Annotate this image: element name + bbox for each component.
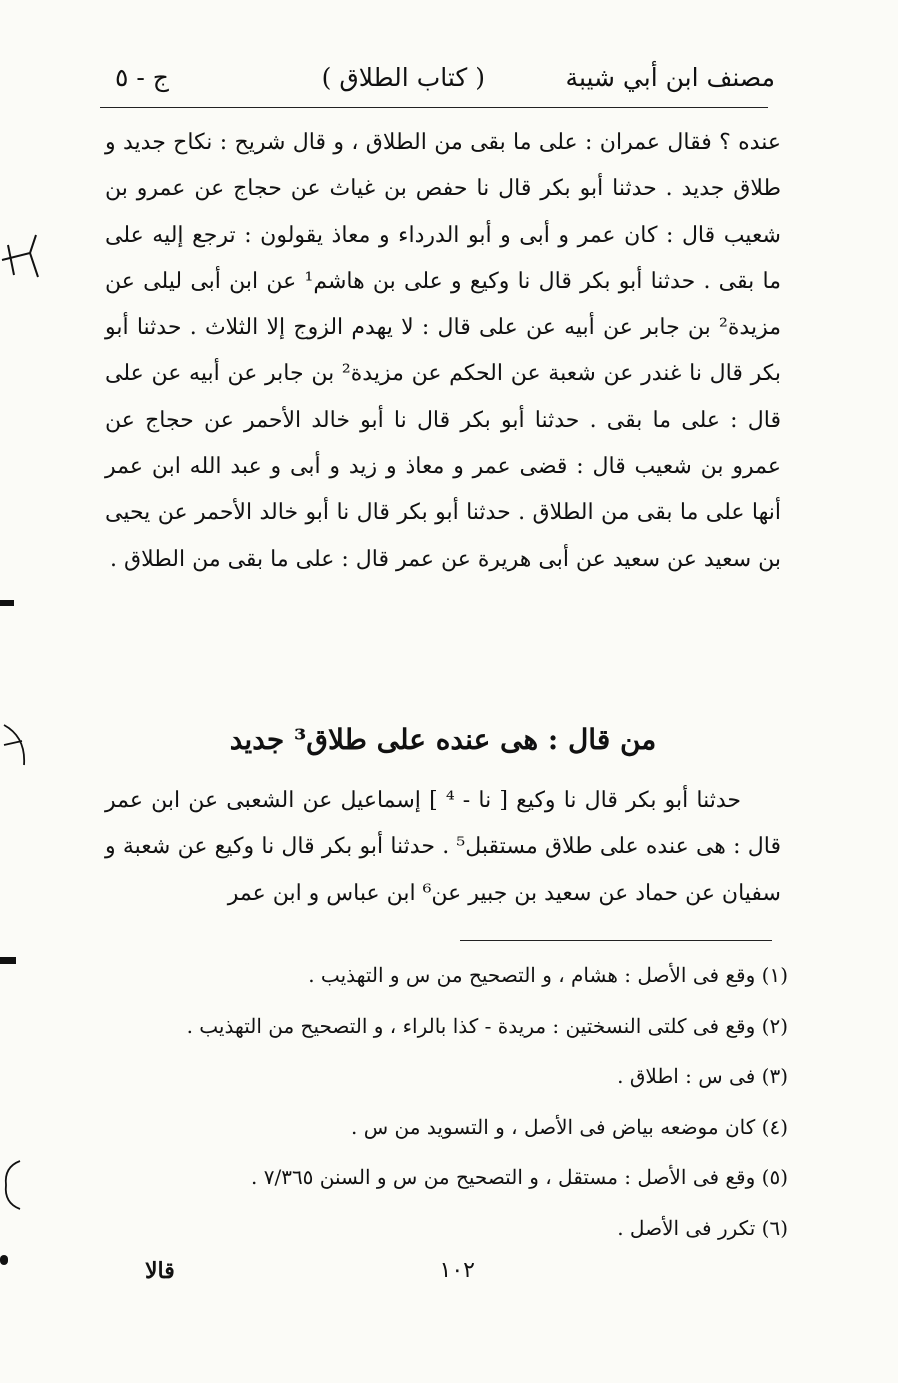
margin-mark-3 [0, 715, 40, 775]
section-heading: من قال : هى عنده على طلاق³ جديد [229, 723, 657, 756]
footnotes-list [105, 950, 788, 1253]
page-footer [105, 1258, 775, 1298]
margin-mark-4 [0, 957, 16, 964]
margin-mark-top [0, 225, 40, 295]
volume-number: ج - ٥ [115, 63, 169, 92]
page-number: ١٠٢ [439, 1258, 475, 1283]
footnote-6: (٦) تكرر فى الأصل . [617, 1215, 788, 1240]
header-rule [100, 107, 768, 108]
footnote-5: (٥) وقع فى الأصل : مستقل ، و التصحيح من س و السنن ٧/٣٦٥ . [251, 1165, 788, 1189]
catchword: قالا [145, 1258, 175, 1284]
paragraph-2: حدثنا أبو بكر قال نا وكيع [ نا - ⁴ ] إسماعيل عن الشعبى عن ابن عمر قال : هى عنده على طلاق مستقبل⁵ . حدثنا أبو بكر قال نا وكيع عن شعبة و سفيان عن حماد عن سعيد بن جبير عن⁶ ابن عباس و ابن عمر [105, 788, 781, 906]
margin-mark-2 [0, 600, 14, 606]
footnote-2: (٢) وقع فى كلتى النسختين : مريدة - كذا بالراء ، و التصحيح من التهذيب . [186, 1013, 788, 1038]
footnote-4: (٤) كان موضعه بياض فى الأصل ، و التسويد من س . [351, 1114, 788, 1139]
margin-mark-5 [0, 1155, 30, 1215]
chapter-title: ( كتاب الطلاق ) [321, 63, 485, 92]
page-header [105, 58, 775, 98]
footnote-1: (١) وقع فى الأصل : هشام ، و التصحيح من س و التهذيب . [308, 963, 788, 987]
book-title: مصنف ابن أبي شيبة [565, 63, 775, 92]
footnote-rule [460, 940, 772, 941]
footnote-3: (٣) فى س : اطلاق . [617, 1064, 788, 1088]
margin-mark-6 [0, 1255, 8, 1265]
paragraph-1: عنده ؟ فقال عمران : على ما بقى من الطلاق ، و قال شريح : نكاح جديد و طلاق جديد . حدثنا أبو بكر قال نا حفص بن غياث عن حجاج عن عمرو بن شعيب قال : كان عمر و أبى و أبو الدرداء و معاذ يقولون : ترجع إليه على ما بقى . حدثنا أبو بكر قال نا وكيع و على بن هاشم¹ عن ابن أبى ليلى عن مزيدة² بن جابر عن أبيه عن على قال : لا يهدم الزوج إلا الثلاث . حدثنا أبو بكر قال نا غندر عن شعبة عن الحكم عن مزيدة² بن جابر عن أبيه عن على قال : على ما بقى . حدثنا أبو بكر قال نا أبو خالد الأحمر عن حجاج عن عمرو بن شعيب قال : قضى عمر و معاذ و زيد و أبى و عبد الله ابن عمر أنها على ما بقى من الطلاق . حدثنا أبو بكر قال نا أبو خالد الأحمر عن يحيى بن سعيد عن سعيد عن أبى هريرة عن عمر قال : على ما بقى من الطلاق . [105, 130, 782, 572]
